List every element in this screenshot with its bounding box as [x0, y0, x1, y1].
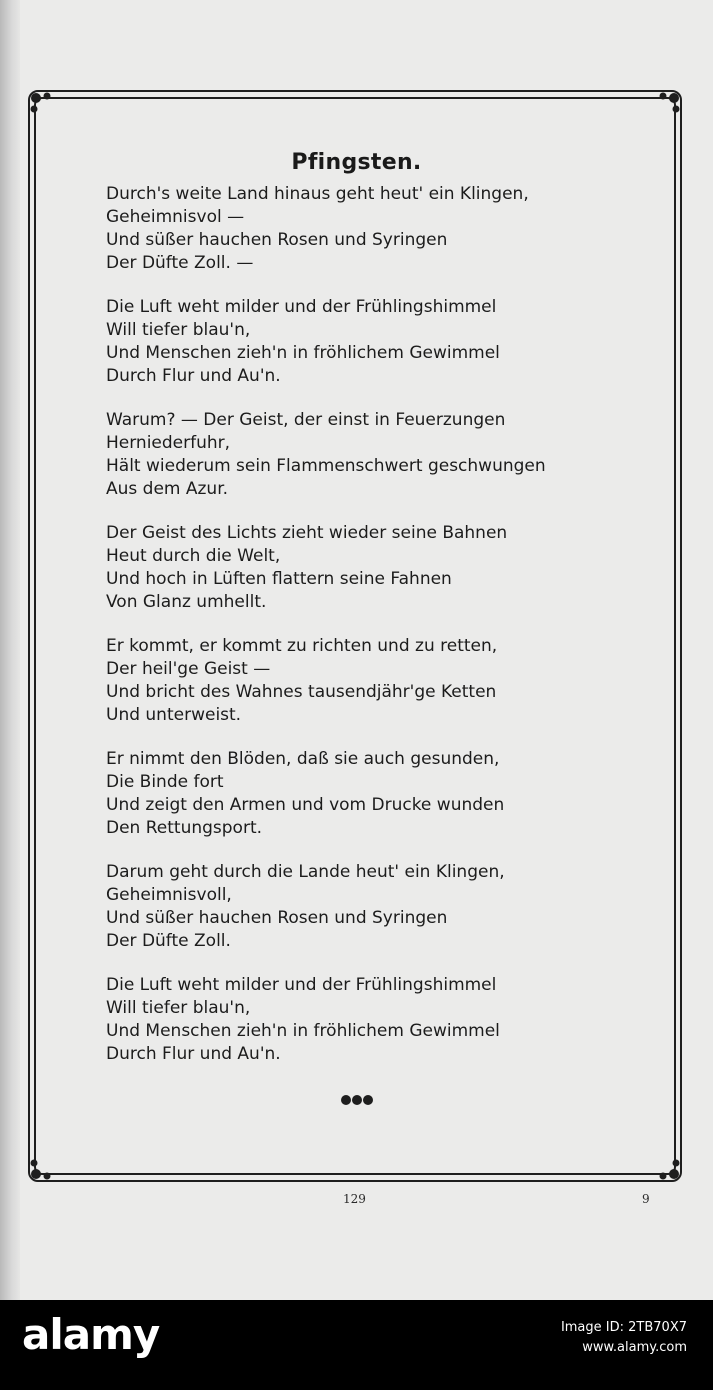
poem-line: Der Geist des Lichts zieht wieder seine Bahnen: [106, 523, 508, 543]
poem-line: Durch's weite Land hinaus geht heut' ein Klingen,: [106, 184, 529, 204]
poem-line: Darum geht durch die Lande heut' ein Klingen,: [106, 862, 505, 882]
poem-body: [106, 183, 626, 1087]
alamy-logo: alamy: [22, 1310, 160, 1359]
poem-line: Der heil'ge Geist —: [106, 659, 271, 679]
poem-title: Pfingsten.: [291, 150, 422, 175]
poem-line: Und hoch in Lüften flattern seine Fahnen: [106, 569, 452, 589]
image-id: Image ID: 2TB70X7: [560, 1320, 687, 1335]
poem-line: Der Düfte Zoll. —: [106, 253, 254, 273]
poem-line: Durch Flur und Au'n.: [106, 1044, 281, 1064]
poem-line: Will tiefer blau'n,: [106, 320, 251, 340]
poem-line: Und zeigt den Armen und vom Drucke wunden: [106, 795, 505, 815]
poem-line: Die Luft weht milder und der Frühlingshimmel: [106, 297, 497, 317]
corner-ornament-bottom-left: [26, 1150, 60, 1184]
stanza: [106, 748, 626, 840]
poem-line: Die Binde fort: [106, 772, 224, 792]
poem-line: Und süßer hauchen Rosen und Syringen: [106, 908, 448, 928]
corner-ornament-bottom-right: [650, 1150, 684, 1184]
poem-line: Will tiefer blau'n,: [106, 998, 251, 1018]
poem-line: Hält wiederum sein Flammenschwert geschwungen: [106, 456, 546, 476]
poem-line: Er kommt, er kommt zu richten und zu retten,: [106, 636, 498, 656]
poem-line: Von Glanz umhellt.: [106, 592, 267, 612]
page-number: 129: [343, 1192, 366, 1206]
poem-line: Die Luft weht milder und der Frühlingshimmel: [106, 975, 497, 995]
poem-line: Der Düfte Zoll.: [106, 931, 231, 951]
poem-line: Den Rettungsport.: [106, 818, 263, 838]
poem-line: Durch Flur und Au'n.: [106, 366, 281, 386]
triple-dot-ornament-icon: [337, 1092, 377, 1108]
poem-line: Geheimnisvol —: [106, 207, 245, 227]
poem-line: Und Menschen zieh'n in fröhlichem Gewimmel: [106, 1021, 500, 1041]
poem-line: Und unterweist.: [106, 705, 242, 725]
stanza: [106, 183, 626, 275]
poem-line: Er nimmt den Blöden, daß sie auch gesunden,: [106, 749, 500, 769]
stanza: [106, 522, 626, 614]
signature-mark: 9: [642, 1192, 650, 1206]
stock-watermark-bar: [0, 1300, 713, 1390]
poem-line: Warum? — Der Geist, der einst in Feuerzungen: [106, 410, 506, 430]
corner-ornament-top-left: [26, 88, 60, 122]
corner-ornament-top-right: [650, 88, 684, 122]
stanza: [106, 409, 626, 501]
poem-line: Geheimnisvoll,: [106, 885, 232, 905]
poem-line: Und süßer hauchen Rosen und Syringen: [106, 230, 448, 250]
poem-line: Und bricht des Wahnes tausendjähr'ge Ketten: [106, 682, 497, 702]
poem-line: Und Menschen zieh'n in fröhlichem Gewimmel: [106, 343, 500, 363]
stanza: [106, 974, 626, 1066]
stanza: [106, 635, 626, 727]
end-ornament: [0, 1092, 713, 1112]
stanza: [106, 296, 626, 388]
poem-line: Aus dem Azur.: [106, 479, 229, 499]
site-url: www.alamy.com: [582, 1340, 687, 1355]
poem-line: Herniederfuhr,: [106, 433, 231, 453]
stanza: [106, 861, 626, 953]
image-info: [561, 1318, 687, 1358]
poem-line: Heut durch die Welt,: [106, 546, 281, 566]
